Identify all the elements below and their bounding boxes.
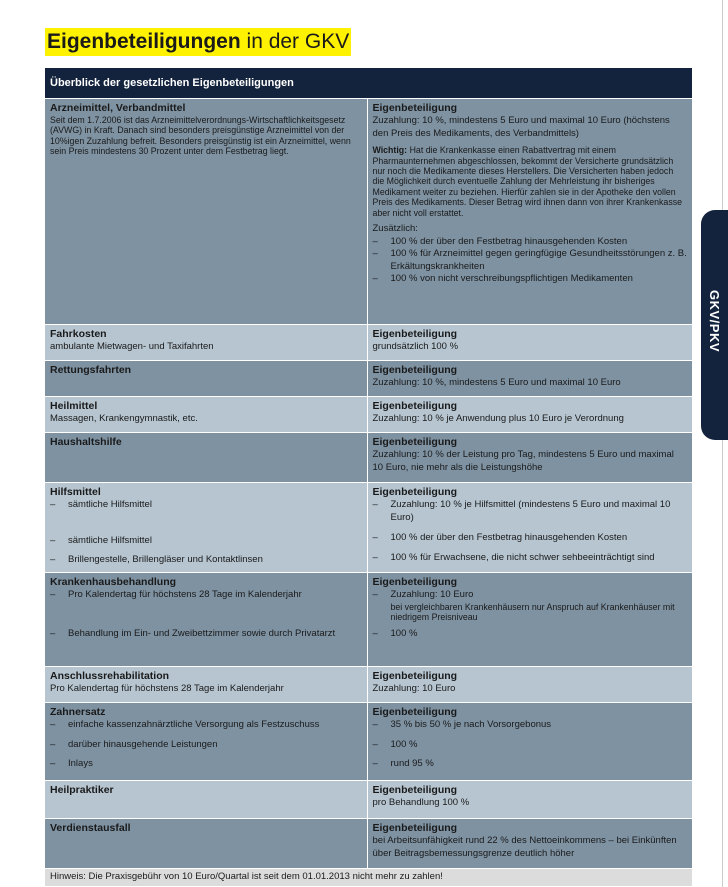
row-heading: Eigenbeteiligung bbox=[372, 822, 458, 834]
row-heading: Fahrkosten bbox=[50, 328, 107, 340]
page-title-rest: in der GKV bbox=[240, 30, 350, 53]
row-heading: Heilpraktiker bbox=[50, 784, 114, 796]
row-heading: Verdienstausfall bbox=[50, 822, 131, 834]
cell-hilfsmittel-left bbox=[45, 483, 367, 573]
row-heading: Eigenbeteiligung bbox=[372, 706, 458, 718]
page-title-bold: Eigenbeteiligungen bbox=[47, 30, 241, 53]
row-heading: Eigenbeteiligung bbox=[372, 102, 458, 114]
list-item: – Zuzahlung: 10 % je Hilfsmittel (mindestens 5 Euro und maximal 10 Euro) bbox=[372, 499, 671, 523]
row-heading: Eigenbeteiligung bbox=[372, 328, 458, 340]
cell-fahrkosten-right bbox=[367, 325, 692, 361]
page-edge-line bbox=[722, 0, 723, 887]
list-item: – Brillengestelle, Brillengläser und Kontaktlinsen bbox=[50, 554, 263, 566]
zusaetzlich-label: Zusätzlich: bbox=[372, 223, 418, 235]
list-item: – sämtliche Hilfsmittel bbox=[50, 499, 152, 510]
cell-heilpraktiker-left bbox=[45, 781, 367, 819]
row-heading: Eigenbeteiligung bbox=[372, 486, 458, 498]
cell-zahnersatz-right bbox=[367, 703, 692, 781]
row-heading: Haushaltshilfe bbox=[50, 436, 122, 448]
list-item: – Zuzahlung: 10 Euro bei vergleichbaren Krankenhäusern nur Anspruch auf Krankenhäuser mit niedrigem Preisniveau bbox=[372, 589, 675, 622]
table-row bbox=[45, 433, 692, 483]
row-heading: Rettungsfahrten bbox=[50, 364, 132, 376]
cell-heilpraktiker-right bbox=[367, 781, 692, 819]
row-heading: Krankenhausbehandlung bbox=[50, 576, 177, 588]
row-heading: Eigenbeteiligung bbox=[372, 670, 458, 682]
row-text: Zuzahlung: 10 %, mindestens 5 Euro und maximal 10 Euro bbox=[372, 377, 621, 388]
cell-anschluss-left bbox=[45, 667, 367, 703]
row-heading: Eigenbeteiligung bbox=[372, 364, 458, 376]
row-heading: Eigenbeteiligung bbox=[372, 576, 458, 588]
row-heading: Arzneimittel, Verbandmittel bbox=[50, 102, 186, 114]
cell-heilmittel-left bbox=[45, 397, 367, 433]
table-footer-row bbox=[45, 869, 692, 886]
list-item: – 100 % der über den Festbetrag hinausgehenden Kosten bbox=[372, 532, 628, 544]
row-heading: Eigenbeteiligung bbox=[372, 400, 458, 412]
cell-verdienst-left bbox=[45, 819, 367, 869]
row-text: Seit dem 1.7.2006 ist das Arzneimittelverordnungs-Wirtschaftlichkeitsgesetz (AVWG) in Kraft. Danach sind besonders preisgünstige Arzneimittel von der 10%igen Zuzahlung befreit. Besonders preisgünstig ist ein Arzneimittel, wenn sein Preis mindestens 30 Prozent unter dem Festbetrag liegt. bbox=[50, 115, 351, 157]
list-item: – einfache kassenzahnärztliche Versorgung als Festzuschuss bbox=[50, 719, 320, 730]
list-item: – 100 % für Erwachsene, die nicht schwer sehbeeinträchtigt sind bbox=[372, 551, 655, 563]
cell-anschluss-right bbox=[367, 667, 692, 703]
list-item: – 100 % von nicht verschreibungspflichtigen Medikamenten bbox=[372, 273, 633, 285]
cell-verdienst-right bbox=[367, 819, 692, 869]
row-text: Zuzahlung: 10 % der Leistung pro Tag, mindestens 5 Euro und maximal 10 Euro, nie mehr als die Leistungshöhe bbox=[372, 449, 674, 473]
list-item: – rund 95 % bbox=[372, 758, 434, 770]
table-row bbox=[45, 397, 692, 433]
cell-hilfsmittel-right bbox=[367, 483, 692, 573]
table-row bbox=[45, 819, 692, 869]
cell-haushalt-left bbox=[45, 433, 367, 483]
table-row bbox=[45, 667, 692, 703]
cell-haushalt-right bbox=[367, 433, 692, 483]
row-text: bei Arbeitsunfähigkeit rund 22 % des Nettoeinkommens – bei Einkünften über Beitragsbemessungsgrenze deutlich höher bbox=[372, 835, 677, 859]
table-row bbox=[45, 483, 692, 573]
cell-rettung-right bbox=[367, 361, 692, 397]
list-item: – 35 % bis 50 % je nach Vorsorgebonus bbox=[372, 719, 552, 730]
list-item: – 100 % bbox=[372, 738, 418, 750]
list-item: – Inlays bbox=[50, 758, 93, 770]
footer-note: Hinweis: Die Praxisgebühr von 10 Euro/Quartal ist seit dem 01.01.2013 nicht mehr zu zahlen! bbox=[45, 869, 692, 886]
list-item: – Pro Kalendertag für höchstens 28 Tage im Kalenderjahr bbox=[50, 589, 302, 600]
page-title bbox=[45, 28, 351, 56]
cell-rettung-left bbox=[45, 361, 367, 397]
row-text: pro Behandlung 100 % bbox=[372, 797, 470, 808]
list-item: – 100 % für Arzneimittel gegen geringfügige Gesundheitsstörungen z. B. Erkältungskrankheiten bbox=[372, 248, 687, 272]
row-text: Zuzahlung: 10 Euro bbox=[372, 683, 456, 694]
row-text: Zuzahlung: 10 % je Anwendung plus 10 Euro je Verordnung bbox=[372, 413, 624, 424]
cell-krankenhaus-right bbox=[367, 573, 692, 667]
row-text: grundsätzlich 100 % bbox=[372, 341, 459, 352]
row-text: Pro Kalendertag für höchstens 28 Tage im Kalenderjahr bbox=[50, 683, 284, 694]
cell-heilmittel-right bbox=[367, 397, 692, 433]
table-header: Überblick der gesetzlichen Eigenbeteiligungen bbox=[45, 68, 692, 99]
table-row bbox=[45, 99, 692, 325]
cell-zahnersatz-left bbox=[45, 703, 367, 781]
cell-fahrkosten-left bbox=[45, 325, 367, 361]
row-heading: Eigenbeteiligung bbox=[372, 436, 458, 448]
row-heading: Eigenbeteiligung bbox=[372, 784, 458, 796]
list-item: – 100 % bbox=[372, 628, 418, 640]
row-heading: Heilmittel bbox=[50, 400, 98, 412]
cell-arzneimittel-left bbox=[45, 99, 367, 325]
side-tab-gkv-pkv[interactable] bbox=[701, 210, 728, 440]
side-tab-label: GKV/PKV bbox=[707, 290, 722, 353]
row-text: ambulante Mietwagen- und Taxifahrten bbox=[50, 341, 214, 352]
contribution-table bbox=[45, 68, 692, 886]
table-row bbox=[45, 361, 692, 397]
list-item: – sämtliche Hilfsmittel bbox=[50, 534, 152, 546]
list-item: – darüber hinausgehende Leistungen bbox=[50, 738, 218, 750]
row-heading: Hilfsmittel bbox=[50, 486, 101, 498]
table-row bbox=[45, 781, 692, 819]
table-row bbox=[45, 703, 692, 781]
row-text: Massagen, Krankengymnastik, etc. bbox=[50, 413, 198, 424]
table-row bbox=[45, 325, 692, 361]
table-row bbox=[45, 573, 692, 667]
cell-arzneimittel-right bbox=[367, 99, 692, 325]
wichtig-note: Wichtig: Hat die Krankenkasse einen Rabattvertrag mit einem Pharmaunternehmen abgeschlossen, bekommt der Versicherte grundsätzlich nur noch die Medikamente dieses Herstellers. Die Versicherten haben jedoch die Möglichkeit durch eventuelle Zahlung der Mehrleistung ihr bisheriges Medikament weiter zu beziehen. Hierfür zahlen sie in der Apotheke den vollen Preis des Medikaments. Dieser Betrag wird ihnen dann von ihrer Krankenkasse aber nicht voll erstattet. bbox=[372, 145, 683, 218]
row-heading: Zahnersatz bbox=[50, 706, 106, 718]
list-item: – Behandlung im Ein- und Zweibettzimmer sowie durch Privatarzt bbox=[50, 627, 336, 639]
row-text: Zuzahlung: 10 %, mindestens 5 Euro und maximal 10 Euro (höchstens den Preis des Medikaments, des Verbandmittels) bbox=[372, 115, 670, 139]
list-item: – 100 % der über den Festbetrag hinausgehenden Kosten bbox=[372, 235, 628, 247]
row-heading: Anschlussrehabilitation bbox=[50, 670, 170, 682]
cell-krankenhaus-left bbox=[45, 573, 367, 667]
